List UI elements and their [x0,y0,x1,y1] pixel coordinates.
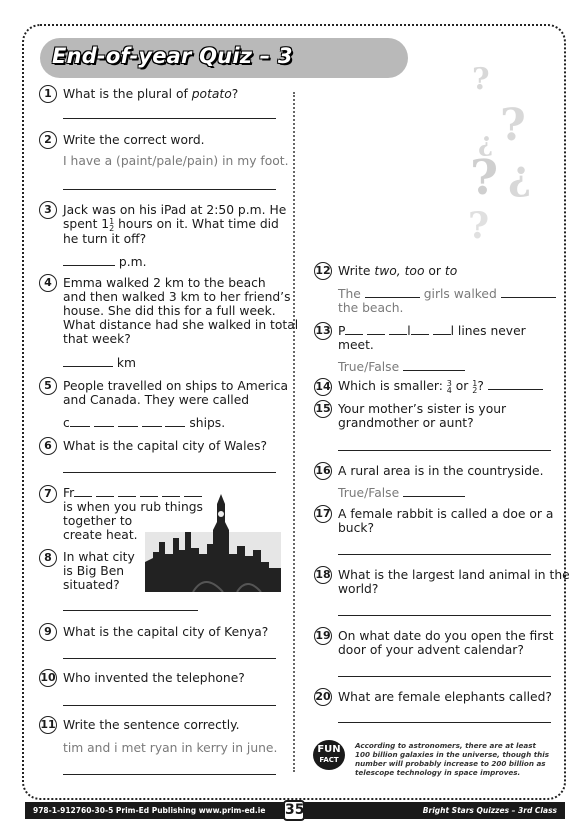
question-number: 3 [39,201,57,219]
column-divider [293,92,295,772]
fun-fact-badge: FUN FACT [313,740,345,770]
question-5-answer: c ships. [63,416,226,430]
question-7-text: Fr is when you rub things together to create heat. [63,486,203,542]
question-10-text: Who invented the telephone? [63,671,245,685]
answer-blank[interactable] [488,379,543,390]
question-15-text: Your mother’s sister is your grandmother or aunt? [338,402,507,430]
question-number: 13 [314,322,332,340]
question-4-text: Emma walked 2 km to the beach and then walked 3 km to her friend’s house. She did this for a full week. What distance had she walked in total that week? [63,276,299,346]
question-number: 1 [39,85,57,103]
footer-book-title: Bright Stars Quizzes – 3rd Class [422,806,557,815]
answer-line[interactable] [63,610,198,611]
question-number: 16 [314,462,332,480]
answer-line[interactable] [63,118,276,119]
answer-line[interactable] [338,615,551,616]
question-9-text: What is the capital city of Kenya? [63,625,269,639]
question-13-answer: True/False [338,360,465,374]
question-19-text: On what date do you open the first door of your advent calendar? [338,629,554,657]
question-number: 9 [39,623,57,641]
question-2-text: Write the correct word. [63,133,205,147]
answer-line[interactable] [63,705,276,706]
question-12-sentence: The girls walked the beach. [338,287,556,315]
question-number: 11 [39,716,57,734]
question-number: 14 [314,378,332,396]
question-number: 6 [39,437,57,455]
question-number: 2 [39,131,57,149]
answer-blank[interactable] [403,486,465,497]
big-ben-skyline-icon [145,492,281,592]
answer-blank[interactable] [63,255,115,266]
question-3-answer: p.m. [63,255,147,269]
answer-blank[interactable] [403,360,465,371]
question-20-text: What are female elephants called? [338,690,552,704]
answer-line[interactable] [338,554,551,555]
question-16-answer: True/False [338,486,465,500]
answer-line[interactable] [63,189,276,190]
footer-publisher: 978-1-912760-30-5 Prim-Ed Publishing www.prim-ed.ie [33,806,266,815]
question-4-answer: km [63,356,136,370]
question-17-text: A female rabbit is called a doe or a buck? [338,507,554,535]
answer-line[interactable] [63,472,276,473]
question-16-text: A rural area is in the countryside. [338,464,544,478]
question-12-text: Write two, too or to [338,264,458,278]
answer-line[interactable] [338,722,551,723]
page-title: End-of-year Quiz – 3 [52,44,293,68]
answer-blank[interactable] [63,356,113,367]
question-13-text: P l l lines never meet. [338,324,526,352]
question-11-sentence: tim and i met ryan in kerry in june. [63,741,278,755]
answer-line[interactable] [63,658,276,659]
question-number: 8 [39,549,57,567]
question-number: 12 [314,262,332,280]
question-8-text: In what city is Big Ben situated? [63,550,135,592]
answer-line[interactable] [338,676,551,677]
question-3-text: Jack was on his iPad at 2:50 p.m. He spent 11 2 hours on it. What time did he turn it off? [63,203,287,246]
question-5-text: People travelled on ships to America and Canada. They were called [63,379,289,407]
question-number: 4 [39,274,57,292]
question-2-sentence: I have a (paint/pale/pain) in my foot. [63,154,289,168]
question-number: 7 [39,485,57,503]
question-number: 15 [314,400,332,418]
question-number: 19 [314,627,332,645]
question-14-text: Which is smaller: 3 4 or 1 2? [338,379,543,394]
fun-fact-text: According to astronomers, there are at least 100 billion galaxies in the universe, though this number will probably increase to 200 billion as telescope technology in space improves. [355,741,549,777]
question-number: 20 [314,688,332,706]
page-number: 35 [283,800,305,821]
question-number: 17 [314,505,332,523]
question-6-text: What is the capital city of Wales? [63,439,268,453]
question-1-text: What is the plural of potato? [63,87,239,101]
question-number: 10 [39,669,57,687]
answer-line[interactable] [338,450,551,451]
question-11-text: Write the sentence correctly. [63,718,240,732]
question-number: 18 [314,566,332,584]
answer-line[interactable] [63,774,276,775]
question-18-text: What is the largest land animal in the world? [338,568,570,596]
question-number: 5 [39,377,57,395]
